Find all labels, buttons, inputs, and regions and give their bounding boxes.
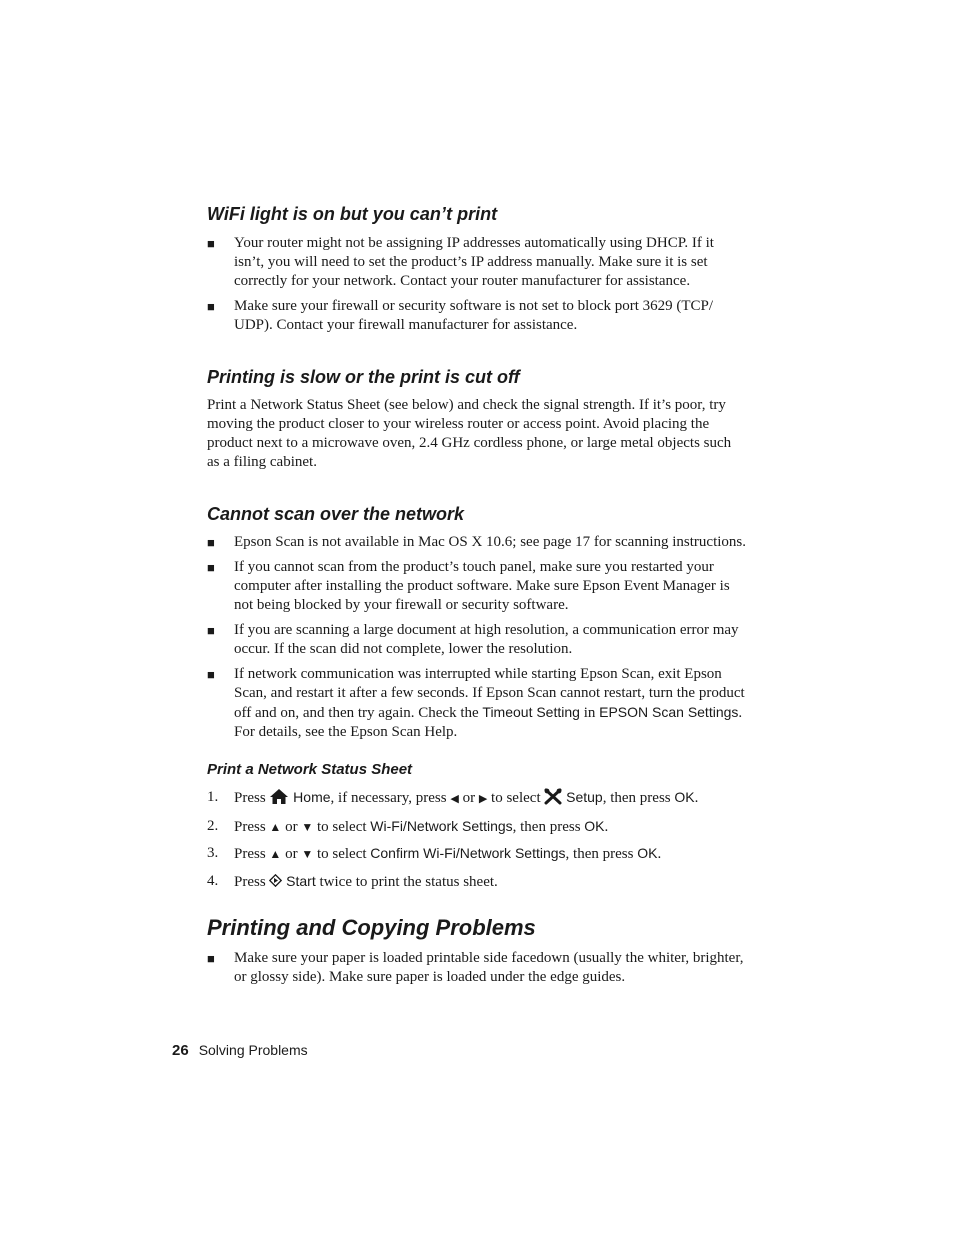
- bullet-item: [207, 621, 747, 659]
- ok-label: OK: [637, 845, 658, 861]
- bullet-item: [207, 234, 747, 291]
- bullet-mark: ■: [207, 623, 215, 638]
- step-number: 2.: [207, 818, 219, 834]
- wifi-network-settings-label: Wi-Fi/Network Settings: [370, 818, 513, 834]
- bullet-text: Your router might not be assigning IP addresses automatically using DHCP. If it isn’t, you will need to set the product’s IP address manually. Make sure it is set correctly for your network. Contact your router manufacturer for assistance.: [234, 235, 714, 289]
- bullet-mark: ■: [207, 535, 215, 550]
- bullet-item: [207, 949, 747, 987]
- start-label: Start: [286, 873, 316, 889]
- step-item: [207, 844, 747, 864]
- up-arrow-icon: ▲: [269, 847, 282, 861]
- down-arrow-icon: ▼: [301, 820, 314, 834]
- up-arrow-icon: ▲: [269, 820, 282, 834]
- left-arrow-icon: ◀: [450, 793, 459, 805]
- step-item: [207, 788, 747, 809]
- bullet-mark: ■: [207, 667, 215, 682]
- bullet-mark: ■: [207, 560, 215, 575]
- bullet-item: [207, 665, 747, 742]
- step-item: [207, 817, 747, 837]
- heading-copying: Printing and Copying Problems: [207, 915, 536, 940]
- page-number: 26: [172, 1042, 189, 1059]
- step-text: Press ▲ or ▼ to select Confirm Wi-Fi/Network Settings, then press OK.: [234, 845, 662, 862]
- step-text: Press Home, if necessary, press ◀ or ▶ to select Setup, then press OK.: [234, 789, 699, 806]
- start-diamond-icon: [269, 874, 282, 887]
- ok-label: OK: [674, 789, 695, 805]
- setup-tools-icon: [544, 788, 562, 805]
- bullet-text: If you cannot scan from the product’s touch panel, make sure you restarted your computer after installing the product software. Make sure Epson Event Manager is not being blocked by your firewall or security software.: [234, 559, 730, 613]
- bullet-mark: ■: [207, 236, 215, 251]
- heading-slow: Printing is slow or the print is cut off: [207, 367, 520, 387]
- step-number: 4.: [207, 873, 219, 889]
- slow-paragraph: Print a Network Status Sheet (see below) and check the signal strength. If it’s poor, try moving the product closer to your wireless router or access point. Avoid placing the product next to a microwave oven, 2.4 GHz cordless phone, or large metal objects such as a filing cabinet.: [207, 397, 732, 470]
- bullet-item: [207, 533, 747, 552]
- ok-label: OK: [584, 818, 605, 834]
- page-footer: [172, 1042, 308, 1059]
- bullet-mark: ■: [207, 299, 215, 314]
- footer-section: Solving Problems: [198, 1042, 308, 1058]
- page-content: [207, 202, 747, 987]
- epson-scan-settings-label: EPSON Scan Settings: [599, 704, 739, 720]
- right-arrow-icon: ▶: [478, 793, 488, 805]
- bullet-item: [207, 558, 747, 615]
- heading-wifi: WiFi light is on but you can’t print: [207, 204, 498, 224]
- step-number: 1.: [207, 789, 219, 805]
- bullet-text: Make sure your paper is loaded printable side facedown (usually the whiter, brighter, or glossy side). Make sure paper is loaded under the edge guides.: [234, 950, 744, 985]
- bullet-text: Make sure your firewall or security software is not set to block port 3629 (TCP/ UDP). Contact your firewall manufacturer for assistance.: [234, 298, 714, 333]
- step-text: Press ▲ or ▼ to select Wi-Fi/Network Settings, then press OK.: [234, 818, 609, 835]
- step-number: 3.: [207, 845, 219, 861]
- confirm-wifi-network-settings-label: Confirm Wi-Fi/Network Settings: [370, 845, 566, 861]
- heading-status-sheet: Print a Network Status Sheet: [207, 761, 413, 778]
- bullet-text: If you are scanning a large document at high resolution, a communication error may occur. If the scan did not complete, lower the resolution.: [234, 622, 739, 657]
- step-item: [207, 872, 747, 892]
- bullet-text: Epson Scan is not available in Mac OS X 10.6; see page 17 for scanning instructions.: [234, 534, 746, 550]
- bullet-text: If network communication was interrupted while starting Epson Scan, exit Epson Scan, and restart it after a few seconds. If Epson Scan cannot restart, turn the product off and on, and then try again. Check the Timeout Setting in EPSON Scan Settings. For details, see the Epson Scan Help.: [234, 666, 745, 740]
- timeout-setting-label: Timeout Setting: [482, 704, 580, 720]
- setup-label: Setup: [566, 789, 603, 805]
- down-arrow-icon: ▼: [301, 847, 314, 861]
- bullet-item: [207, 297, 747, 335]
- home-label: Home: [293, 789, 331, 805]
- bullet-mark: ■: [207, 951, 215, 966]
- home-icon: [269, 788, 289, 805]
- step-text: Press Start twice to print the status sheet.: [234, 873, 498, 890]
- heading-scan: Cannot scan over the network: [207, 504, 465, 524]
